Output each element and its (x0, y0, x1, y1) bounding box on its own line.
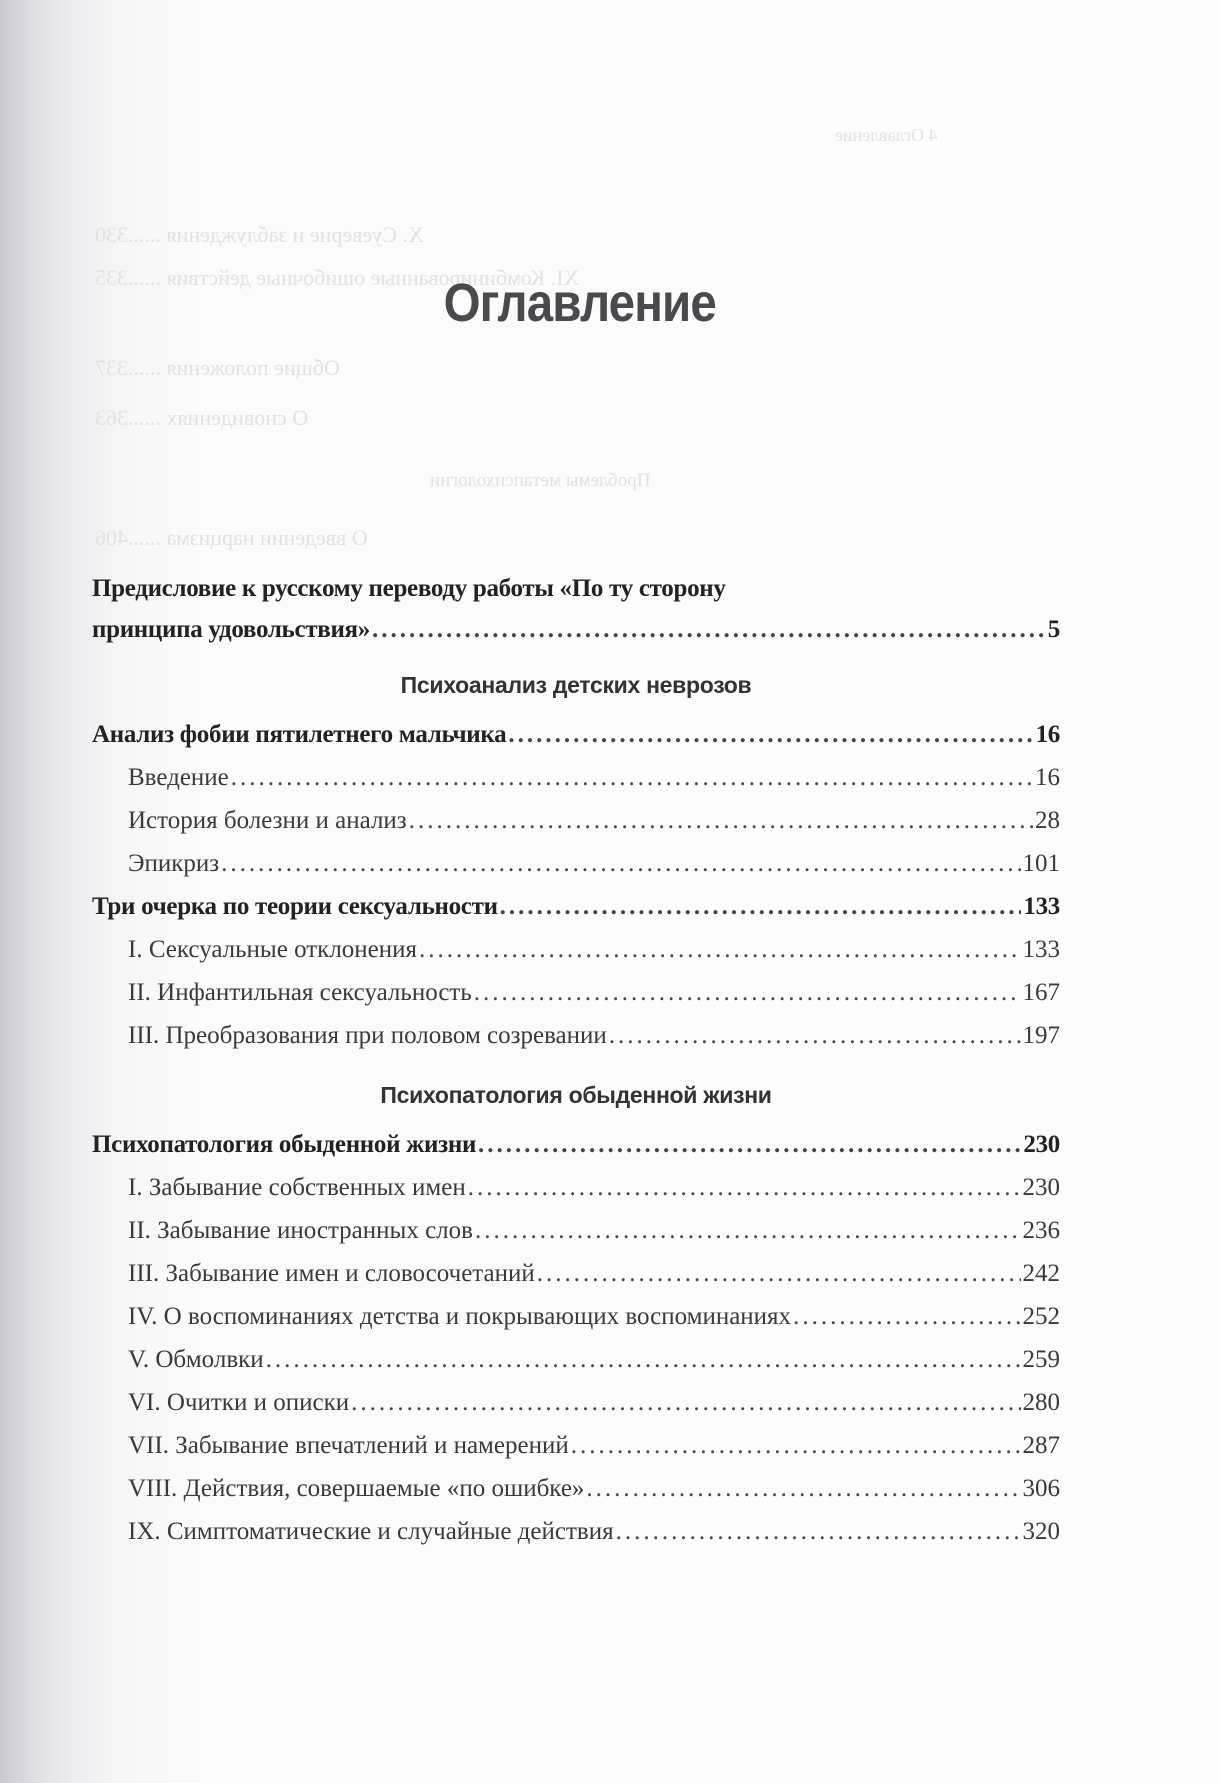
toc-page-number: 259 (1022, 1346, 1060, 1373)
toc-page-number: 287 (1022, 1432, 1060, 1459)
toc-page-number: 320 (1022, 1518, 1060, 1545)
toc-entry-sub[interactable] (92, 1014, 1060, 1057)
toc-page-number: 133 (1023, 893, 1060, 920)
toc-entry-label: Введение (128, 764, 229, 791)
toc-page-number: 230 (1022, 1174, 1060, 1201)
toc-page-number: 236 (1022, 1217, 1060, 1244)
leader-dots (419, 928, 1020, 971)
section-heading: Психопатология обыденной жизни (380, 1082, 772, 1108)
section-heading: Психоанализ детских неврозов (400, 672, 752, 698)
toc-entry-label: VII. Забывание впечатлений и намерений (128, 1432, 569, 1459)
toc-page-number: 280 (1022, 1389, 1060, 1416)
toc-entry-label: I. Забывание собственных имен (128, 1174, 466, 1201)
toc-entry-sub[interactable] (92, 928, 1060, 971)
toc-entry-label: VI. Очитки и описки (128, 1389, 350, 1416)
toc-entry-sub[interactable] (92, 799, 1060, 842)
leader-dots (508, 713, 1033, 756)
toc-entry-main[interactable] (92, 570, 1060, 608)
toc-page-number: 16 (1035, 764, 1060, 791)
toc-entry-label: V. Обмолвки (128, 1346, 264, 1373)
toc-entry-main[interactable] (92, 1123, 1060, 1166)
toc-page-number: 242 (1022, 1260, 1060, 1287)
toc-entry-label: III. Преобразования при половом созревании (128, 1022, 607, 1049)
toc-entry-sub[interactable] (92, 1338, 1060, 1381)
bleed-through-line: X. Суеверие и заблуждения ......330 (95, 222, 424, 247)
bleed-through-line: О сновидениях ......363 (95, 405, 309, 430)
bleed-through-line: Общие положения ......337 (95, 355, 340, 380)
toc-entry-sub[interactable] (92, 1295, 1060, 1338)
leader-dots (500, 885, 1022, 928)
toc-entry-sub[interactable] (92, 1166, 1060, 1209)
leader-dots (793, 1295, 1020, 1338)
toc-entry-label: IX. Симптоматические и случайные действия (128, 1518, 614, 1545)
toc-entry-sub[interactable] (92, 1510, 1060, 1553)
table-of-contents (92, 570, 1060, 1553)
toc-entry-label: VIII. Действия, совершаемые «по ошибке» (128, 1475, 585, 1502)
toc-entry-label: IV. О воспоминаниях детства и покрывающих воспоминаниях (128, 1303, 792, 1330)
toc-entry-label: Три очерка по теории сексуальности (92, 893, 498, 920)
toc-entry-label: Анализ фобии пятилетнего мальчика (92, 721, 507, 748)
toc-page-number: 167 (1022, 979, 1060, 1006)
leader-dots (537, 1252, 1021, 1295)
toc-entry-label: История болезни и анализ (128, 807, 407, 834)
bleed-through-line: XI. Комбинированные ошибочные действия ......335 (95, 265, 580, 290)
bleed-through-header: 4 Оглавление (835, 125, 938, 145)
toc-page-number: 101 (1022, 850, 1060, 877)
toc-entry-label: Предисловие к русскому переводу работы «По ту сторону (92, 575, 726, 602)
toc-entry-label: II. Забывание иностранных слов (128, 1217, 473, 1244)
toc-entry-label: принципа удовольствия» (92, 616, 370, 643)
toc-entry-sub[interactable] (92, 1381, 1060, 1424)
leader-dots (609, 1014, 1021, 1057)
toc-page-number: 133 (1022, 936, 1060, 963)
toc-entry-sub[interactable] (92, 1209, 1060, 1252)
leader-dots (266, 1338, 1021, 1381)
leader-dots (468, 1166, 1021, 1209)
toc-entry-sub[interactable] (92, 1467, 1060, 1510)
bleed-through-line: О введении нарцизма ......406 (95, 525, 368, 550)
toc-entry-main[interactable] (92, 713, 1060, 756)
toc-entry-main[interactable] (92, 608, 1060, 651)
toc-entry-label: II. Инфантильная сексуальность (128, 979, 472, 1006)
leader-dots (231, 756, 1033, 799)
toc-entry-sub[interactable] (92, 756, 1060, 799)
bleed-through-line: Проблемы метапсихологии (430, 470, 651, 491)
leader-dots (478, 1123, 1021, 1166)
leader-dots (372, 608, 1046, 651)
toc-page-number: 16 (1035, 721, 1060, 748)
leader-dots (475, 1209, 1021, 1252)
leader-dots (409, 799, 1033, 842)
toc-entry-sub[interactable] (92, 1252, 1060, 1295)
toc-entry-label: Эпикриз (128, 850, 220, 877)
leader-dots (221, 842, 1020, 885)
toc-entry-label: I. Сексуальные отклонения (128, 936, 418, 963)
toc-entry-sub[interactable] (92, 842, 1060, 885)
leader-dots (571, 1424, 1021, 1467)
toc-entry-label: Психопатология обыденной жизни (92, 1131, 477, 1158)
toc-entry-sub[interactable] (92, 971, 1060, 1014)
toc-page-number: 306 (1022, 1475, 1060, 1502)
toc-page-number: 197 (1022, 1022, 1060, 1049)
leader-dots (474, 971, 1021, 1014)
page-title: Оглавление (443, 273, 716, 333)
toc-page-number: 252 (1022, 1303, 1060, 1330)
toc-entry-sub[interactable] (92, 1424, 1060, 1467)
leader-dots (351, 1381, 1020, 1424)
toc-entry-main[interactable] (92, 885, 1060, 928)
toc-entry-label: III. Забывание имен и словосочетаний (128, 1260, 535, 1287)
toc-page-number: 5 (1047, 616, 1060, 643)
toc-page-number: 230 (1023, 1131, 1060, 1158)
leader-dots (586, 1467, 1020, 1510)
toc-page-number: 28 (1035, 807, 1060, 834)
leader-dots (616, 1510, 1021, 1553)
